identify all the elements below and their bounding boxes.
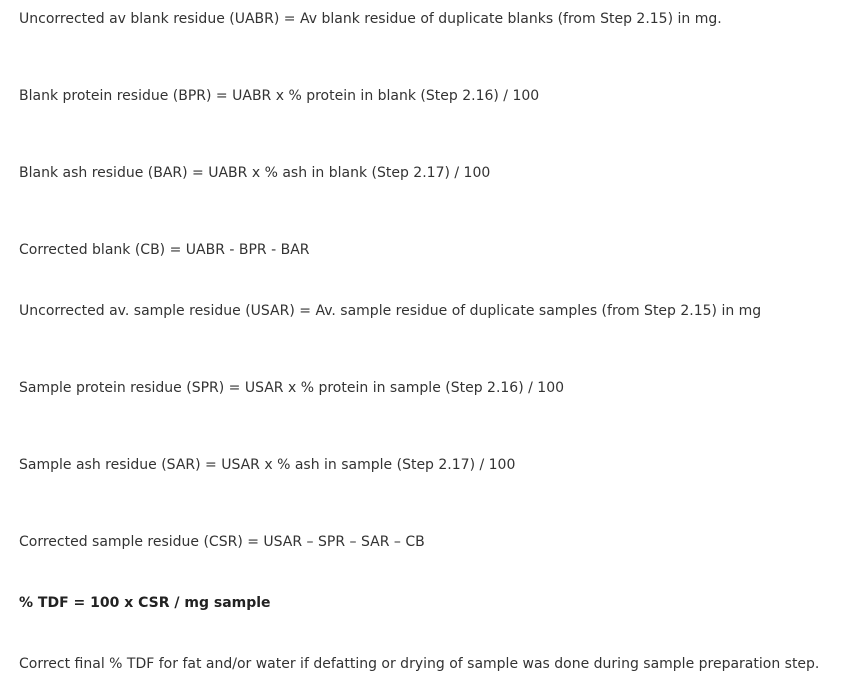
- formula-bpr: Blank protein residue (BPR) = UABR x % protein in blank (Step 2.16) / 100: [19, 88, 540, 104]
- formula-spr: Sample protein residue (SPR) = USAR x % protein in sample (Step 2.16) / 100: [19, 380, 565, 396]
- formula-sar: Sample ash residue (SAR) = USAR x % ash in sample (Step 2.17) / 100: [19, 457, 516, 473]
- formula-usar: Uncorrected av. sample residue (USAR) = Av. sample residue of duplicate samples (from Step 2.15) in mg: [19, 303, 762, 319]
- formula-uabr: Uncorrected av blank residue (UABR) = Av blank residue of duplicate blanks (from Step 2.15) in mg.: [19, 11, 722, 27]
- formula-bar: Blank ash residue (BAR) = UABR x % ash in blank (Step 2.17) / 100: [19, 165, 491, 181]
- formula-csr: Corrected sample residue (CSR) = USAR – SPR – SAR – CB: [19, 534, 425, 550]
- formula-cb: Corrected blank (CB) = UABR - BPR - BAR: [19, 242, 310, 258]
- formula-tdf: % TDF = 100 x CSR / mg sample: [19, 595, 271, 611]
- correction-note: Correct final % TDF for fat and/or water if defatting or drying of sample was done during sample preparation step.: [19, 656, 820, 672]
